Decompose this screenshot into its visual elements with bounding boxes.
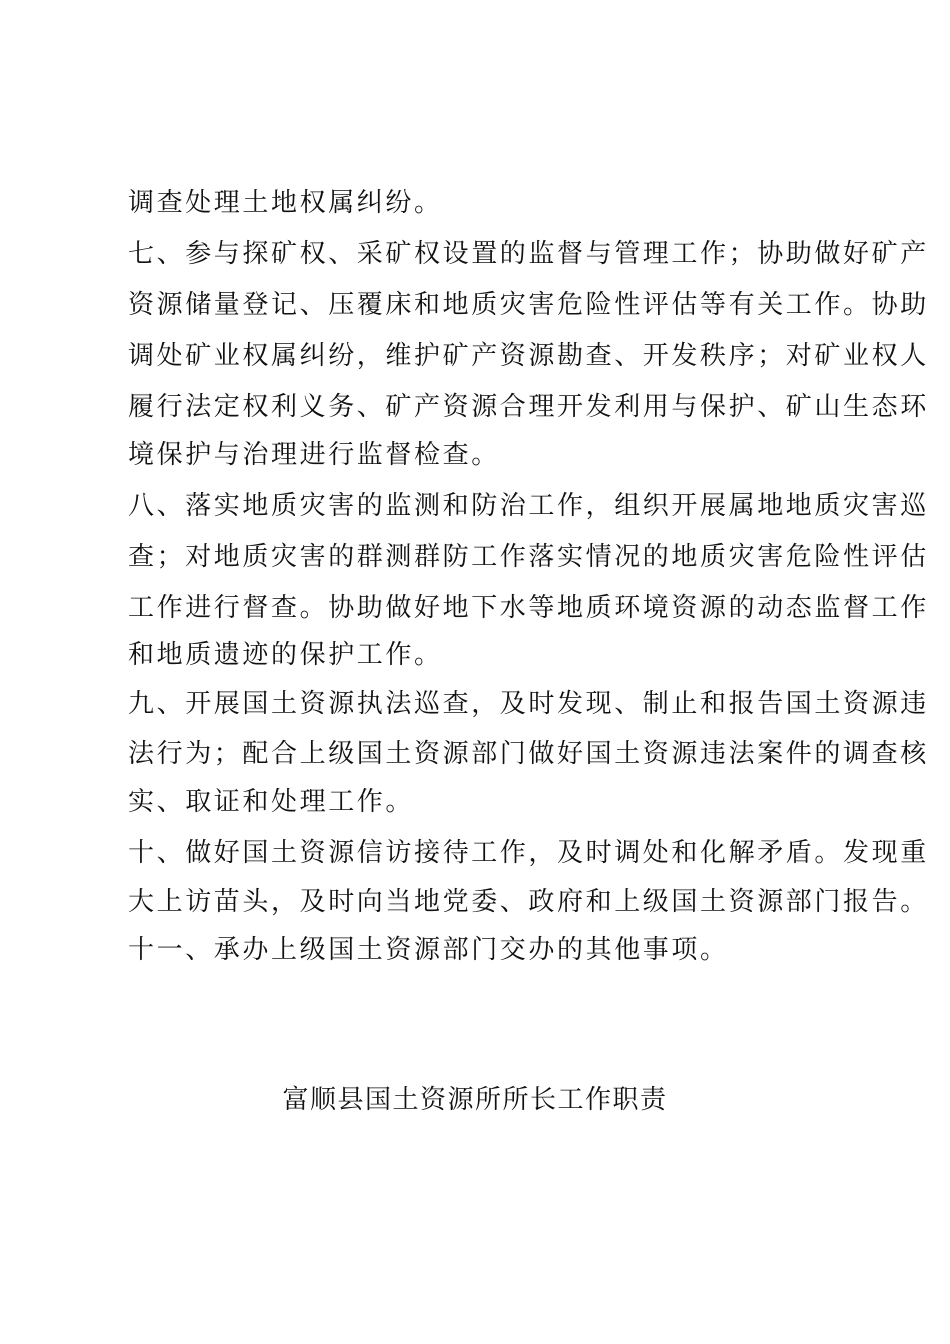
body-text-line: 查；对地质灾害的群测群防工作落实情况的地质灾害危险性评估 (128, 542, 929, 572)
body-text-line: 实、取证和处理工作。 (128, 787, 415, 817)
body-text-line: 调处矿业权属纠纷，维护矿产资源勘查、开发秩序；对矿业权人 (128, 341, 929, 371)
body-text-line: 七、参与探矿权、采矿权设置的监督与管理工作；协助做好矿产 (128, 239, 929, 269)
body-text-line: 十一、承办上级国土资源部门交办的其他事项。 (128, 935, 729, 965)
body-text-line: 履行法定权利义务、矿产资源合理开发利用与保护、矿山生态环 (128, 392, 929, 422)
body-text-line: 十、做好国土资源信访接待工作，及时调处和化解矛盾。发现重 (128, 838, 929, 868)
body-text-line: 九、开展国土资源执法巡查，及时发现、制止和报告国土资源违 (128, 689, 929, 719)
body-text-line: 工作进行督查。协助做好地下水等地质环境资源的动态监督工作 (128, 593, 929, 623)
body-text-line: 调查处理土地权属纠纷。 (128, 188, 443, 218)
body-text-line: 法行为；配合上级国土资源部门做好国土资源违法案件的调查核 (128, 739, 929, 769)
body-text-line: 境保护与治理进行监督检查。 (128, 440, 500, 470)
body-text-line: 和地质遗迹的保护工作。 (128, 640, 443, 670)
section-title: 富顺县国土资源所所长工作职责 (282, 1085, 668, 1115)
body-text-line: 八、落实地质灾害的监测和防治工作，组织开展属地地质灾害巡 (128, 491, 929, 521)
body-text-line: 大上访苗头，及时向当地党委、政府和上级国土资源部门报告。 (128, 887, 929, 917)
body-text-line: 资源储量登记、压覆床和地质灾害危险性评估等有关工作。协助 (128, 290, 929, 320)
